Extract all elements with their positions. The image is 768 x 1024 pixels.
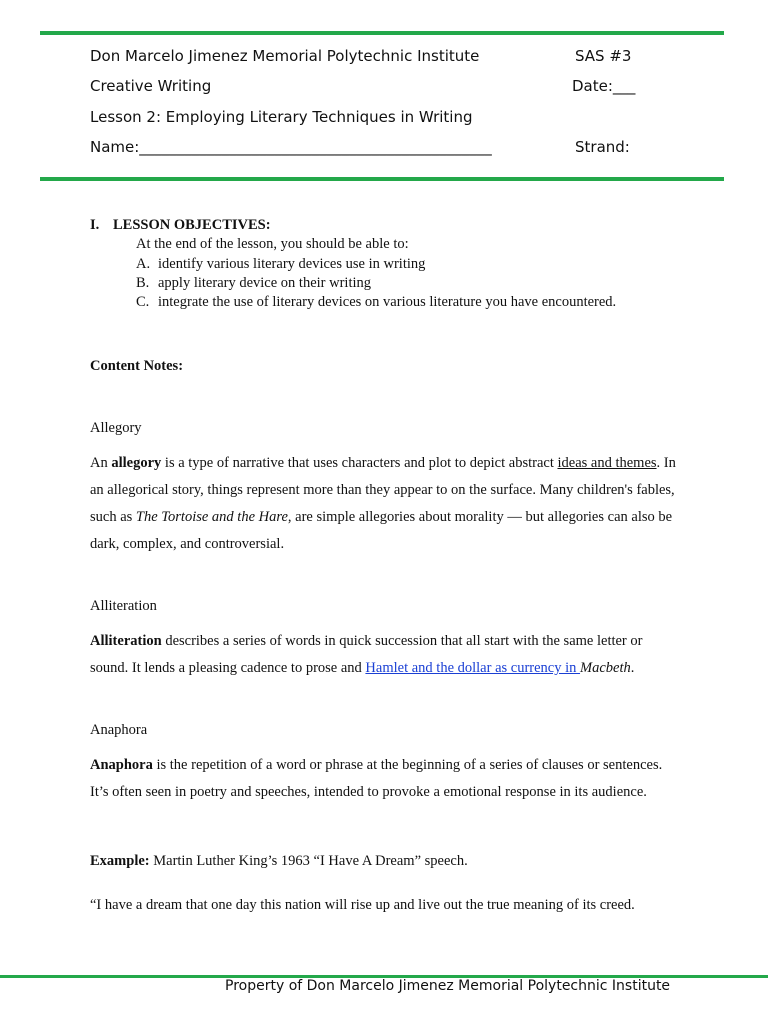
objectives-number: I. bbox=[90, 217, 100, 233]
ideas-themes-link[interactable]: ideas and themes bbox=[557, 455, 657, 471]
objective-letter: B. bbox=[136, 275, 150, 291]
alliteration-paragraph: Alliteration describes a series of words in quick succession that all start with the same letter or sound. It lends a pleasing cadence to prose and Hamlet and the dollar as currency in Macbeth. bbox=[90, 633, 643, 676]
anaphora-title: Anaphora bbox=[90, 722, 148, 738]
tortoise-hare-title: The Tortoise and the Hare bbox=[135, 509, 288, 525]
allegory-term: allegory bbox=[111, 455, 162, 471]
allegory-title: Allegory bbox=[90, 420, 142, 436]
objective-text: identify various literary devices use in writing bbox=[158, 256, 426, 272]
alliteration-term: Alliteration bbox=[90, 633, 162, 649]
header-bottom-rule bbox=[40, 177, 724, 181]
anaphora-term: Anaphora bbox=[90, 757, 153, 773]
hamlet-link[interactable]: Hamlet and the dollar as currency in bbox=[365, 660, 581, 676]
header-top-rule bbox=[40, 31, 724, 35]
example-label: Example: bbox=[90, 853, 150, 869]
subject-title: Creative Writing bbox=[90, 77, 212, 95]
objectives-heading: LESSON OBJECTIVES: bbox=[113, 217, 271, 233]
institution-name: Don Marcelo Jimenez Memorial Polytechnic Institute bbox=[90, 47, 480, 65]
macbeth-title: Macbeth bbox=[580, 660, 631, 676]
footer-text: Property of Don Marcelo Jimenez Memorial Polytechnic Institute bbox=[225, 978, 671, 994]
dream-quote: “I have a dream that one day this nation will rise up and live out the true meaning of its creed. bbox=[90, 897, 635, 913]
sas-number: SAS #3 bbox=[575, 47, 632, 65]
name-field: Name:_______________________________________________ bbox=[90, 138, 492, 156]
date-field: Date:___ bbox=[572, 77, 636, 95]
strand-field: Strand: bbox=[575, 138, 630, 156]
objectives-intro: At the end of the lesson, you should be able to: bbox=[136, 236, 409, 252]
alliteration-title: Alliteration bbox=[90, 598, 157, 614]
lesson-title: Lesson 2: Employing Literary Techniques in Writing bbox=[90, 108, 473, 126]
objective-text: apply literary device on their writing bbox=[158, 275, 371, 291]
objective-letter: A. bbox=[136, 256, 151, 272]
content-notes-heading: Content Notes: bbox=[90, 358, 184, 374]
objective-letter: C. bbox=[136, 294, 150, 310]
anaphora-example: Example: Martin Luther King’s 1963 “I Have A Dream” speech. bbox=[90, 853, 468, 869]
allegory-paragraph: An allegory is a type of narrative that uses characters and plot to depict abstract ideas and themes. In an allegorical story, things represent more than they appear to on the surface. Many children's fables, such as The Tortoise and the Hare, are simple allegories about morality — but allegories can also be dark, complex, and controversial. bbox=[90, 455, 676, 552]
anaphora-paragraph: Anaphora is the repetition of a word or phrase at the beginning of a series of clauses or sentences. It’s often seen in poetry and speeches, intended to provoke a emotional response in its audience. bbox=[90, 757, 663, 800]
objective-text: integrate the use of literary devices on various literature you have encountered. bbox=[158, 294, 617, 310]
